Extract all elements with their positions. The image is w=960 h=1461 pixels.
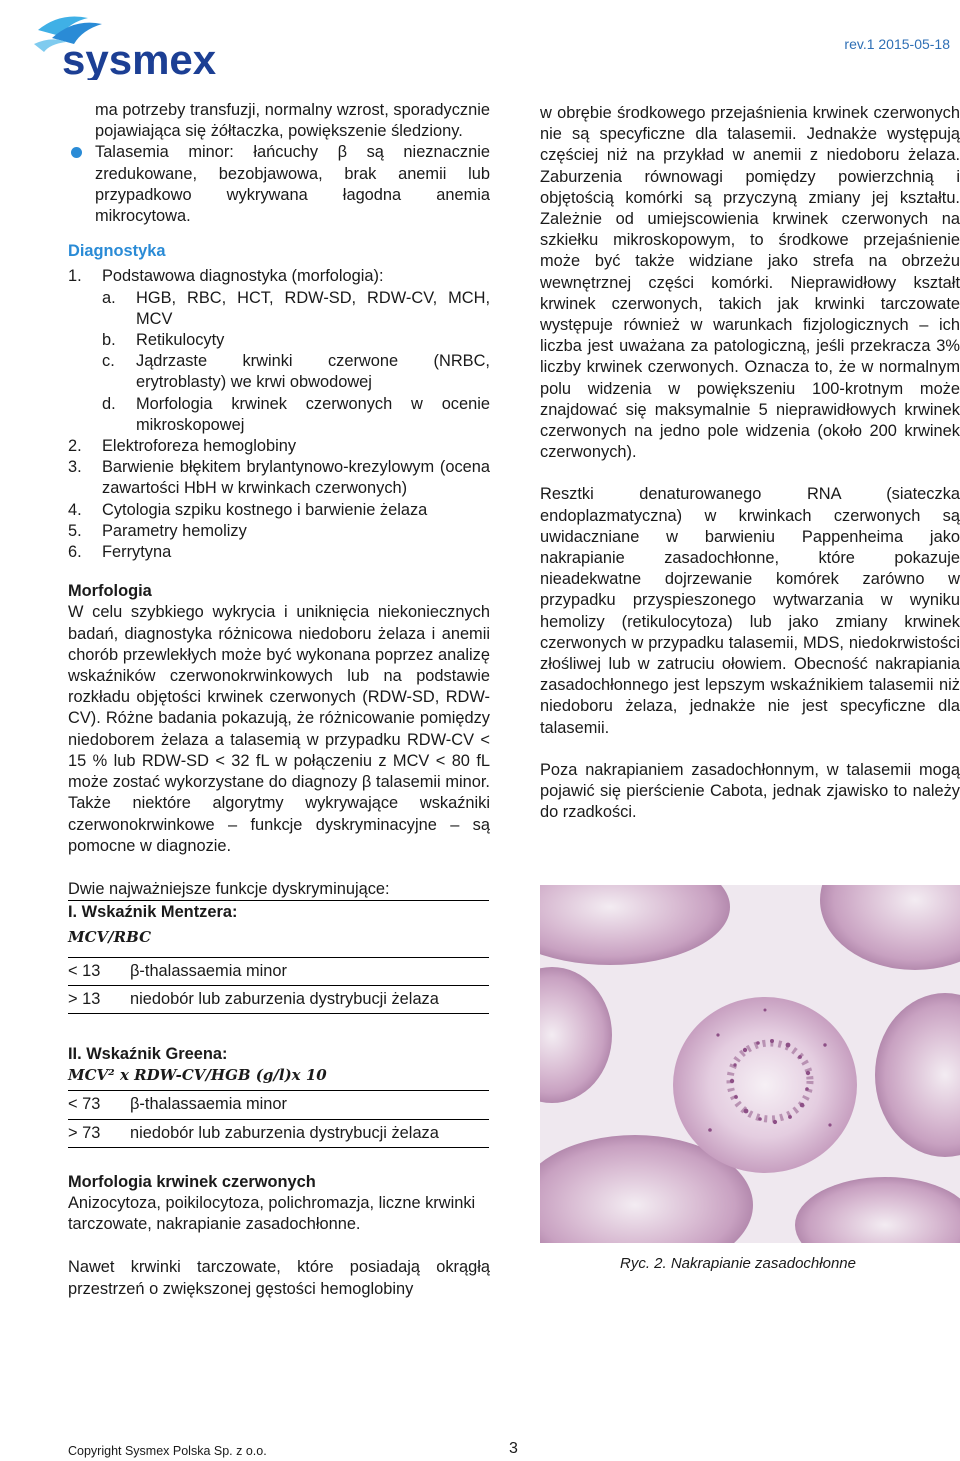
diag-num: 4. xyxy=(68,500,82,519)
sub-letter: d. xyxy=(102,394,116,413)
target-paragraph: Nawet krwinki tarczowate, które posiadają okrągłą przestrzeń o zwiększonej gęstości hemoglobiny xyxy=(68,1258,490,1298)
result-cell: β-thalassaemia minor xyxy=(130,961,287,980)
table-row xyxy=(68,1091,489,1119)
sub-text: Retikulocyty xyxy=(136,331,225,350)
diag-num: 5. xyxy=(68,521,82,540)
cond-cell: > 13 xyxy=(68,989,101,1008)
revision-label: rev.1 2015-05-18 xyxy=(844,36,950,52)
sub-text: Jądrzaste krwinki czerwone (NRBC, erytroblasty) we krwi obwodowej xyxy=(136,352,490,392)
diag-list xyxy=(68,266,490,563)
bullet-dot-icon xyxy=(71,147,82,158)
diag-item xyxy=(68,266,490,287)
table-row xyxy=(68,957,489,985)
morfologia-heading: Morfologia xyxy=(68,582,152,601)
sub-text: Morfologia krwinek czerwonych w ocenie mikroskopowej xyxy=(136,394,490,434)
diag-num: 3. xyxy=(68,458,82,477)
diag-text: Cytologia szpiku kostnego i barwienie żelaza xyxy=(102,500,428,519)
diag-num: 1. xyxy=(68,267,82,286)
diag-item xyxy=(68,500,490,521)
logo-wordmark: sysmex xyxy=(62,36,217,80)
diag-num: 2. xyxy=(68,437,82,456)
micrograph-image xyxy=(540,885,960,1243)
sub-letter: c. xyxy=(102,352,115,371)
func-intro: Dwie najważniejsze funkcje dyskryminujące: xyxy=(68,879,390,898)
morfologia-paragraph: W celu szybkiego wykrycia i uniknięcia niekoniecznych badań, diagnostyka różnicowa niedoboru żelaza i anemii chorób przewlekłych może być wykonana poprzez analizę wskaźników czerwonokrwinkowych lub na podstawie rozkładu objętości krwinek czerwonych (RDW-SD, RDW-CV). Różne badania pokazują, że różnicowanie pomiędzy niedoborem żelaza a talasemią w przypadku RDW-CV < 15 % lub RDW-SD < 32 fL w połączeniu z MCV < 80 fL może zostać wykorzystane do diagnozy β talasemii minor. Także niektóre algorytmy wykrywające wskaźniki czerwonokrwinkowe – funkcje dyskryminacyjne – są pomocne w diagnozie. xyxy=(68,603,490,855)
result-cell: β-thalassaemia minor xyxy=(130,1095,287,1114)
intro-paragraph: ma potrzeby transfuzji, normalny wzrost, sporadycznie pojawiająca się żółtaczka, powiększenie śledziony. xyxy=(95,101,490,141)
result-cell: niedobór lub zaburzenia dystrybucji żelaza xyxy=(130,989,439,1008)
sysmex-logo xyxy=(30,8,240,80)
diag-item xyxy=(68,521,490,542)
green-table xyxy=(68,1090,489,1147)
diag-num: 6. xyxy=(68,543,82,562)
diagnostyka-heading: Diagnostyka xyxy=(68,242,166,261)
diag-text: Barwienie błękitem brylantynowo-krezylowym (ocena zawartości HbH w krwinkach czerwonych) xyxy=(102,458,490,498)
diag-item xyxy=(68,542,490,563)
sub-letter: b. xyxy=(102,331,116,350)
right-paragraph-3: Poza nakrapianiem zasadochłonnym, w talasemii mogą pojawić się pierścienie Cabota, jednak zjawisko to należy do rzadkości. xyxy=(540,760,960,822)
green-title: II. Wskaźnik Greena: xyxy=(68,1044,228,1063)
mentzer-title: I. Wskaźnik Mentzera: xyxy=(68,903,238,922)
bullet-minor-text: Talasemia minor: łańcuchy β są nieznacznie zredukowane, bezobjawowa, brak anemii lub przypadkowo wykrywana łagodna anemia mikrocytowa. xyxy=(95,143,490,226)
left-column xyxy=(68,100,490,1300)
func-intro-row xyxy=(68,879,489,901)
diag-text: Elektroforeza hemoglobiny xyxy=(102,437,297,456)
green-formula: MCV² x RDW-CV/HGB (g/l)x 10 xyxy=(68,1066,327,1085)
rbc-heading: Morfologia krwinek czerwonych xyxy=(68,1172,316,1191)
right-column xyxy=(540,103,960,824)
cond-cell: < 73 xyxy=(68,1095,101,1114)
mentzer-formula: MCV/RBC xyxy=(68,928,152,947)
diag-sub-item xyxy=(68,351,490,393)
mentzer-table xyxy=(68,957,489,1014)
result-cell: niedobór lub zaburzenia dystrybucji żelaza xyxy=(130,1123,439,1142)
page-number: 3 xyxy=(509,1440,518,1457)
bullet-minor xyxy=(68,142,490,227)
figure-caption: Ryc. 2. Nakrapianie zasadochłonne xyxy=(620,1255,856,1272)
diag-text: Podstawowa diagnostyka (morfologia): xyxy=(102,267,384,286)
cond-cell: > 73 xyxy=(68,1123,101,1142)
table-row xyxy=(68,985,489,1013)
cond-cell: < 13 xyxy=(68,961,101,980)
diag-text: Parametry hemolizy xyxy=(102,521,247,540)
diag-sub-item xyxy=(68,288,490,330)
sub-text: HGB, RBC, HCT, RDW-SD, RDW-CV, MCH, MCV xyxy=(136,288,490,328)
diag-item xyxy=(68,436,490,457)
right-paragraph-2: Resztki denaturowanego RNA (siateczka endoplazmatyczna) w krwinkach czerwonych są uwidaczniane w barwieniu Pappenheima jako nakrapianie zasadochłonne, które pokazuje nieadekwatne dojrzewanie komórek zarówno w przypadku przyspieszonego wytwarzania w wyniku hemolizy (retikulocytoza) lub jako zmiany krwinek czerwonych w przypadku talasemii, MDS, niedokrwistości złośliwej lub w zatruciu ołowiem. Obecność nakrapiania zasadochłonnego jest lepszym wskaźnikiem talasemii niż niedoboru żelaza, jednakże nie jest specyficzne dla talasemii. xyxy=(540,485,960,737)
diag-item xyxy=(68,457,490,499)
table-row xyxy=(68,1119,489,1147)
right-paragraph-1: w obrębie środkowego przejaśnienia krwinek czerwonych nie są specyficzne dla talasemii. Jednakże występują częściej niż na przykład w anemii z niedoboru żelaza. Zaburzenia równowagi pomiędzy powierzchnią i objętością komórki są przyczyną zmiany jej kształtu. Zależnie od umiejscowienia krwinek czerwonych na szkiełku mikroskopowym, to środkowe przejaśnienie może być także widziane jako strefa na obrzeżu wewnętrznej części komórki. Nieprawidłowy kształt krwinek czerwonych, takich jak krwinki tarczowate występuje również w warunkach fizjologicznych – ich liczba jest uważana za patologiczną, jeśli przekracza 3% liczby krwinek czerwonych. Oznacza to, że w normalnym polu widzenia w powiększeniu 100-krotnym może znajdować się maksymalnie 5 nieprawidłowych krwinek czerwonych na jedno pole widzenia (około 200 krwinek czerwonych). xyxy=(540,104,960,462)
copyright-text: Copyright Sysmex Polska Sp. z o.o. xyxy=(68,1444,267,1458)
sub-letter: a. xyxy=(102,288,116,307)
diag-text: Ferrytyna xyxy=(102,543,172,562)
diag-sub-item xyxy=(68,330,490,351)
diag-sub-item xyxy=(68,394,490,436)
rbc-paragraph: Anizocytoza, poikilocytoza, polichromazja, liczne krwinki tarczowate, nakrapianie zasadochłonne. xyxy=(68,1193,476,1234)
